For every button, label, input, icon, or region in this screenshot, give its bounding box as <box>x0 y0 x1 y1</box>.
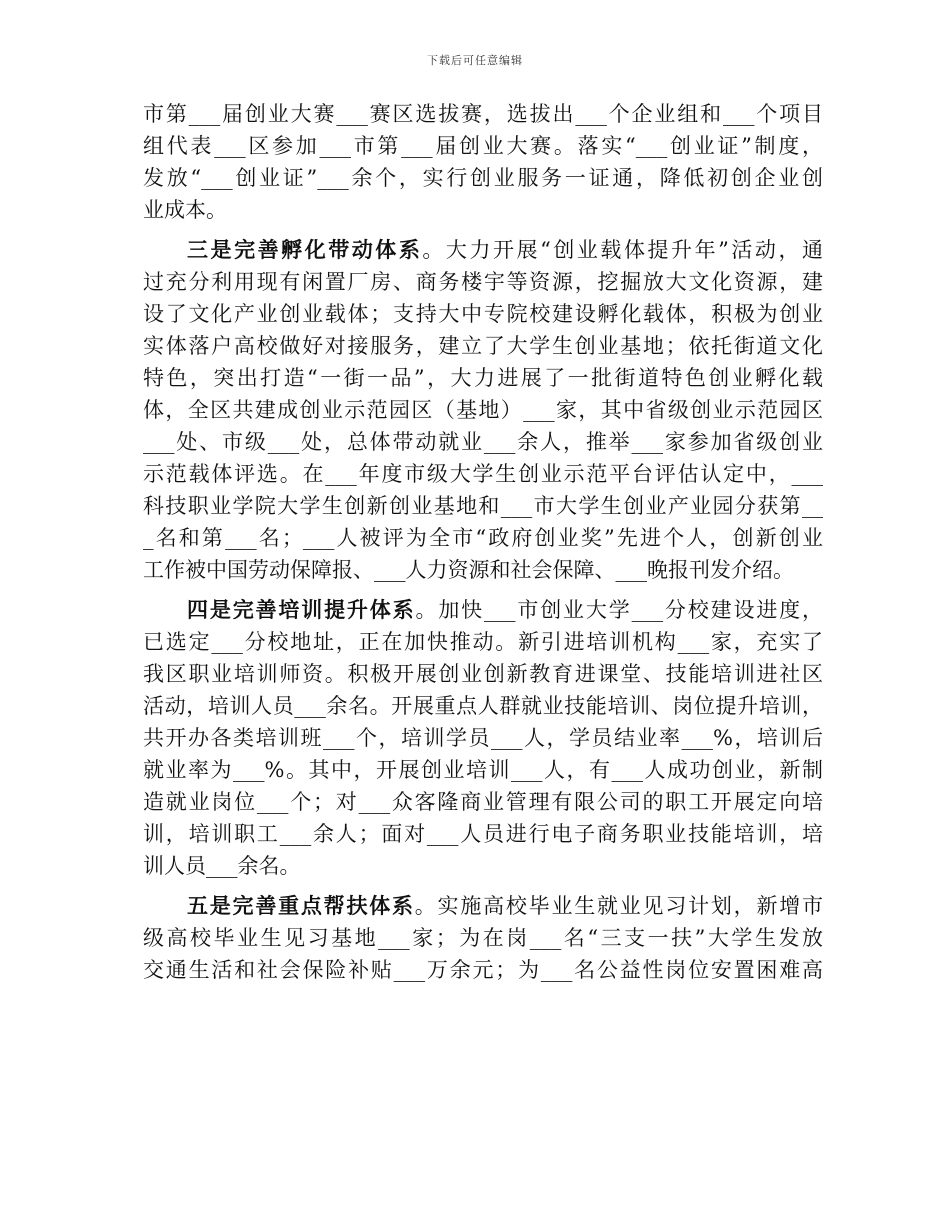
section-heading: 五是完善重点帮扶体系 <box>187 893 415 918</box>
text-line: 设了文化产业创业载体；支持大中专院校建设孵化载体，积极为创业 <box>143 302 823 326</box>
paragraph <box>143 234 823 586</box>
text-line: 训，培训职工___余人；面对___人员进行电子商务职业技能培训，培 <box>143 822 823 846</box>
text-line: ___处、市级___处，总体带动就业___余人，推举___家参加省级创业 <box>143 430 823 454</box>
section-heading: 四是完善培训提升体系 <box>187 597 416 622</box>
text-line: 就业率为___%。其中，开展创业培训___人，有___人成功创业，新制 <box>143 758 823 782</box>
text-run: 。实施高校毕业生就业见习计划，新增市 <box>414 894 823 918</box>
text-line: 示范载体评选。在___年度市级大学生创业示范平台评估认定中，___ <box>143 462 823 486</box>
text-line: 已选定___分校地址，正在加快推动。新引进培训机构___家，充实了 <box>143 630 823 654</box>
text-line: 交通生活和社会保险补贴___万余元；为___名公益性岗位安置困难高 <box>143 958 823 982</box>
text-line: 发放“___创业证”___余个，实行创业服务一证通，降低初创企业创 <box>143 166 823 190</box>
text-line: 共开办各类培训班___个，培训学员___人，学员结业率___%，培训后 <box>143 726 823 750</box>
text-line: 科技职业学院大学生创新创业基地和___市大学生创业产业园分获第__ <box>143 494 823 518</box>
text-line: 体，全区共建成创业示范园区（基地）___家，其中省级创业示范园区 <box>143 398 823 422</box>
text-line: _名和第___名；___人被评为全市“政府创业奖”先进个人，创新创业 <box>143 526 823 550</box>
text-line: 过充分利用现有闲置厂房、商务楼宇等资源，挖掘放大文化资源，建 <box>143 270 823 294</box>
text-line: 特色，突出打造“一街一品”，大力进展了一批街道特色创业孵化载 <box>143 366 823 390</box>
text-line: 组代表___区参加___市第___届创业大赛。落实“___创业证”制度， <box>143 134 823 158</box>
text-line: 造就业岗位___个；对___众客隆商业管理有限公司的职工开展定向培 <box>143 790 823 814</box>
text-line: 业成本。 <box>143 198 227 222</box>
text-line: 活动，培训人员___余名。开展重点人群就业技能培训、岗位提升培训， <box>143 694 823 718</box>
text-line <box>143 890 823 922</box>
text-run: 。加快___市创业大学___分校建设进度， <box>415 598 823 622</box>
paragraph <box>143 890 823 986</box>
paragraph <box>143 98 823 226</box>
text-line: 级高校毕业生见习基地___家；为在岗___名“三支一扶”大学生发放 <box>143 926 823 950</box>
text-line: 我区职业培训师资。积极开展创业创新教育进课堂、技能培训进社区 <box>143 662 823 686</box>
paragraph <box>143 594 823 882</box>
document-body <box>143 98 823 986</box>
text-line: 市第___届创业大赛___赛区选拔赛，选拔出___个企业组和___个项目 <box>143 102 823 126</box>
text-run: 。大力开展“创业载体提升年”活动，通 <box>422 238 823 262</box>
text-line <box>143 594 823 626</box>
section-heading: 三是完善孵化带动体系 <box>187 237 423 262</box>
page-header: 下载后可任意编辑 <box>427 54 523 67</box>
text-line: 实体落户高校做好对接服务，建立了大学生创业基地；依托街道文化 <box>143 334 823 358</box>
text-line: 工作被中国劳动保障报、___人力资源和社会保障、___晚报刊发介绍。 <box>143 558 794 582</box>
text-line <box>143 234 823 266</box>
text-line: 训人员___余名。 <box>143 854 301 878</box>
